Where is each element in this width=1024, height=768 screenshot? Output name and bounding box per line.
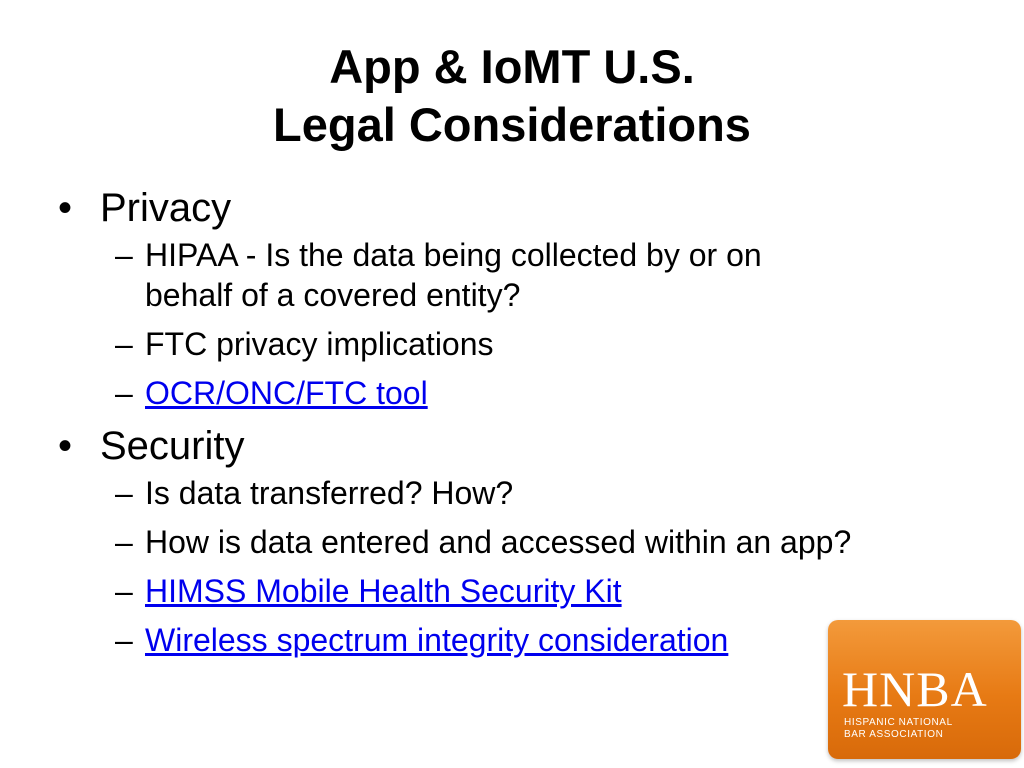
sub-item-data-entered-label: How is data entered and accessed within an app? (145, 524, 852, 560)
slide-title-line-1: App & IoMT U.S. (329, 40, 695, 93)
sub-item-data-transferred-label: Is data transferred? How? (145, 475, 514, 511)
slide-title (0, 38, 1024, 154)
sub-item-hipaa-line-2: behalf of a covered entity? (145, 277, 521, 313)
hnba-logo-subtitle (844, 717, 1014, 741)
hnba-logo (828, 620, 1021, 759)
dash-icon: – (115, 622, 133, 658)
dash-icon: – (115, 475, 133, 511)
bullet-security-label: Security (100, 424, 245, 468)
dash-icon: – (115, 326, 133, 362)
slide-title-line-2: Legal Considerations (273, 98, 751, 151)
hnba-logo-subtitle-line-2: BAR ASSOCIATION (844, 729, 944, 740)
sub-item-hipaa-line-1: HIPAA - Is the data being collected by or on (145, 237, 762, 273)
dash-icon: – (115, 375, 133, 411)
dash-icon: – (115, 237, 133, 273)
bullet-privacy (58, 184, 998, 232)
slide-content (58, 184, 998, 669)
sub-item-himss-kit (58, 571, 998, 611)
dash-icon: – (115, 524, 133, 560)
sub-item-ftc-privacy-label: FTC privacy implications (145, 326, 494, 362)
bullet-icon: • (58, 186, 73, 230)
sub-item-ocr-tool (58, 373, 998, 413)
bullet-icon: • (58, 424, 73, 468)
sub-item-hipaa (58, 235, 998, 315)
dash-icon: – (115, 573, 133, 609)
hnba-logo-subtitle-line-1: HISPANIC NATIONAL (844, 717, 953, 728)
himss-security-kit-link[interactable]: HIMSS Mobile Health Security Kit (145, 573, 622, 609)
sub-item-data-transferred (58, 473, 998, 513)
wireless-spectrum-link[interactable]: Wireless spectrum integrity consideration (145, 622, 729, 658)
hnba-logo-mark: HNBA (842, 661, 988, 717)
sub-item-ftc-privacy (58, 324, 998, 364)
bullet-privacy-label: Privacy (100, 186, 232, 230)
ocr-onc-ftc-tool-link[interactable]: OCR/ONC/FTC tool (145, 375, 428, 411)
bullet-security (58, 422, 998, 470)
sub-item-data-entered (58, 522, 998, 562)
